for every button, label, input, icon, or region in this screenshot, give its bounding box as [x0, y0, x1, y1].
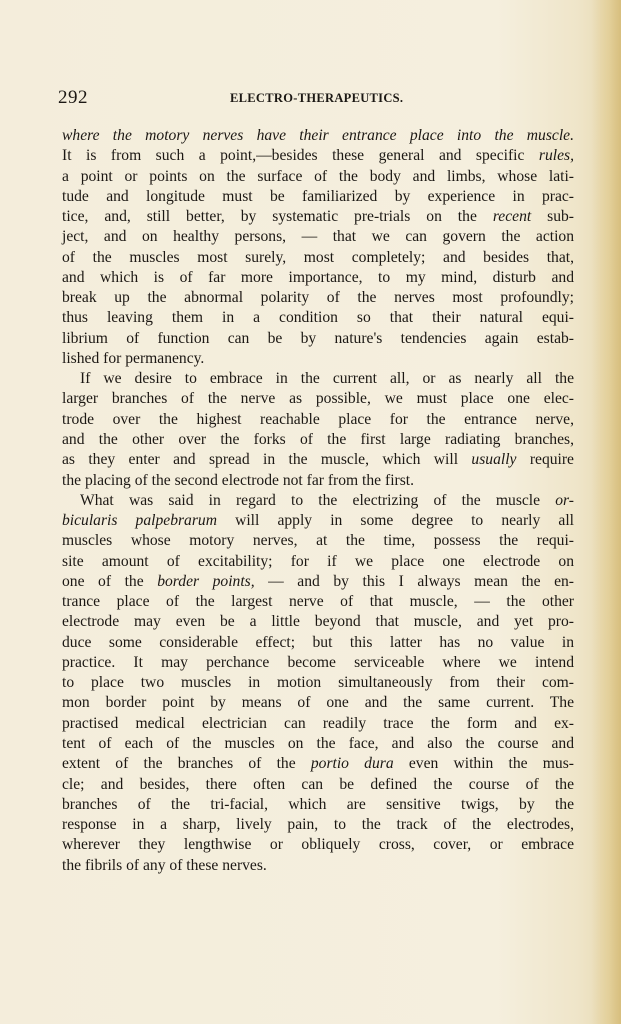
text-line	[62, 167, 574, 187]
text-segment: duce some considerable effect; but this latter has no value in	[62, 633, 574, 651]
text-segment: tent of each of the muscles on the face, and also the course and	[62, 734, 574, 752]
text-segment: site amount of excitability; for if we place one electrode on	[62, 552, 574, 570]
italic-text: border points,	[157, 572, 255, 590]
text-segment: branches of the tri-facial, which are sensitive twigs, by the	[62, 795, 574, 813]
text-line	[62, 673, 574, 693]
text-line	[62, 126, 574, 146]
italic-text: recent	[492, 208, 532, 226]
text-segment: thus leaving them in a condition so that their natural equi-	[62, 309, 574, 327]
text-line	[62, 552, 574, 572]
text-segment: and which is of far more importance, to my mind, disturb and	[62, 268, 574, 286]
text-segment: the placing of the second electrode not far from the first.	[62, 471, 415, 489]
text-segment: of the muscles most surely, most completely; and besides that,	[62, 248, 574, 266]
running-head: ELECTRO-THERAPEUTICS.	[230, 91, 404, 105]
text-segment: trance place of the largest nerve of that muscle, — the other	[62, 593, 574, 611]
text-segment: break up the abnormal polarity of the nerves most profoundly;	[62, 289, 574, 307]
body-text	[62, 126, 574, 876]
text-line	[62, 410, 574, 430]
text-line	[62, 146, 574, 166]
text-segment: trode over the highest reachable place for the entrance nerve,	[62, 410, 574, 428]
text-segment: ject, and on healthy persons, — that we can govern the action	[62, 228, 574, 246]
text-segment: will apply in some degree to nearly all	[216, 512, 574, 530]
text-segment: wherever they lengthwise or obliquely cross, cover, or embrace	[62, 836, 574, 854]
text-segment: sub-	[531, 208, 574, 226]
text-segment: larger branches of the nerve as possible, we must place one elec-	[62, 390, 574, 408]
text-segment: response in a sharp, lively pain, to the track of the electrodes,	[62, 816, 574, 834]
text-segment: electrode may even be a little beyond that muscle, and yet pro-	[62, 613, 574, 631]
text-line	[62, 754, 574, 774]
text-line	[62, 795, 574, 815]
text-segment: muscles whose motory nerves, at the time, possess the requi-	[62, 532, 574, 550]
text-segment: practice. It may perchance become serviceable where we intend	[62, 653, 574, 671]
text-segment: tice, and, still better, by systematic pre-trials on the	[62, 208, 493, 226]
text-segment: It is from such a point,—besides these general and specific	[62, 147, 539, 165]
text-segment: lished for permanency.	[62, 349, 205, 367]
text-segment: require	[516, 451, 574, 469]
text-line	[62, 856, 574, 876]
text-line	[62, 227, 574, 247]
text-line	[62, 531, 574, 551]
text-line	[62, 653, 574, 673]
text-segment: a point or points on the surface of the body and limbs, whose lati-	[62, 167, 574, 185]
text-line	[62, 815, 574, 835]
text-line	[62, 389, 574, 409]
text-line	[62, 835, 574, 855]
text-segment: and the other over the forks of the first large radiating branches,	[62, 430, 574, 448]
text-line	[62, 207, 574, 227]
italic-text: usually	[471, 451, 517, 469]
text-segment: If we desire to embrace in the current all, or as nearly all the	[80, 370, 574, 388]
text-line	[62, 308, 574, 328]
italic-text: bicularis palpebrarum	[62, 512, 217, 530]
text-segment: mon border point by means of one and the same current. The	[62, 694, 574, 712]
italic-text: portio dura	[310, 755, 394, 773]
text-segment: tude and longitude must be familiarized by experience in prac-	[62, 187, 574, 205]
text-line	[62, 369, 574, 389]
text-line	[62, 511, 574, 531]
page-header	[58, 87, 578, 109]
text-line	[62, 471, 574, 491]
text-line	[62, 430, 574, 450]
italic-text: where the motory nerves have their entrance place into the muscle.	[62, 127, 574, 144]
page-number: 292	[58, 87, 88, 108]
text-segment: What was said in regard to the electrizing of the muscle	[80, 491, 556, 509]
text-line	[62, 612, 574, 632]
text-segment: one of the	[62, 572, 158, 590]
text-line	[62, 714, 574, 734]
text-line	[62, 491, 574, 511]
text-line	[62, 572, 574, 592]
text-segment: to place two muscles in motion simultaneously from their com-	[62, 674, 574, 692]
text-line	[62, 248, 574, 268]
text-line	[62, 349, 574, 369]
text-line	[62, 288, 574, 308]
text-line	[62, 734, 574, 754]
text-line	[62, 329, 574, 349]
text-segment: — and by this I always mean the en-	[254, 572, 574, 590]
text-line	[62, 187, 574, 207]
italic-text: rules,	[538, 147, 574, 165]
text-segment: as they enter and spread in the muscle, which will	[62, 451, 472, 469]
text-segment: even within the mus-	[393, 755, 574, 773]
text-line	[62, 268, 574, 288]
text-segment: extent of the branches of the	[62, 755, 311, 773]
text-line	[62, 775, 574, 795]
text-line	[62, 450, 574, 470]
text-line	[62, 592, 574, 612]
text-line	[62, 633, 574, 653]
text-segment: the fibrils of any of these nerves.	[62, 856, 267, 874]
text-segment: cle; and besides, there often can be defined the course of the	[62, 775, 574, 793]
italic-text: or-	[555, 491, 574, 509]
text-segment: practised medical electrician can readily trace the form and ex-	[62, 714, 574, 732]
text-segment: librium of function can be by nature's tendencies again estab-	[62, 329, 574, 347]
text-line	[62, 693, 574, 713]
page-edge-shading	[591, 0, 621, 1024]
